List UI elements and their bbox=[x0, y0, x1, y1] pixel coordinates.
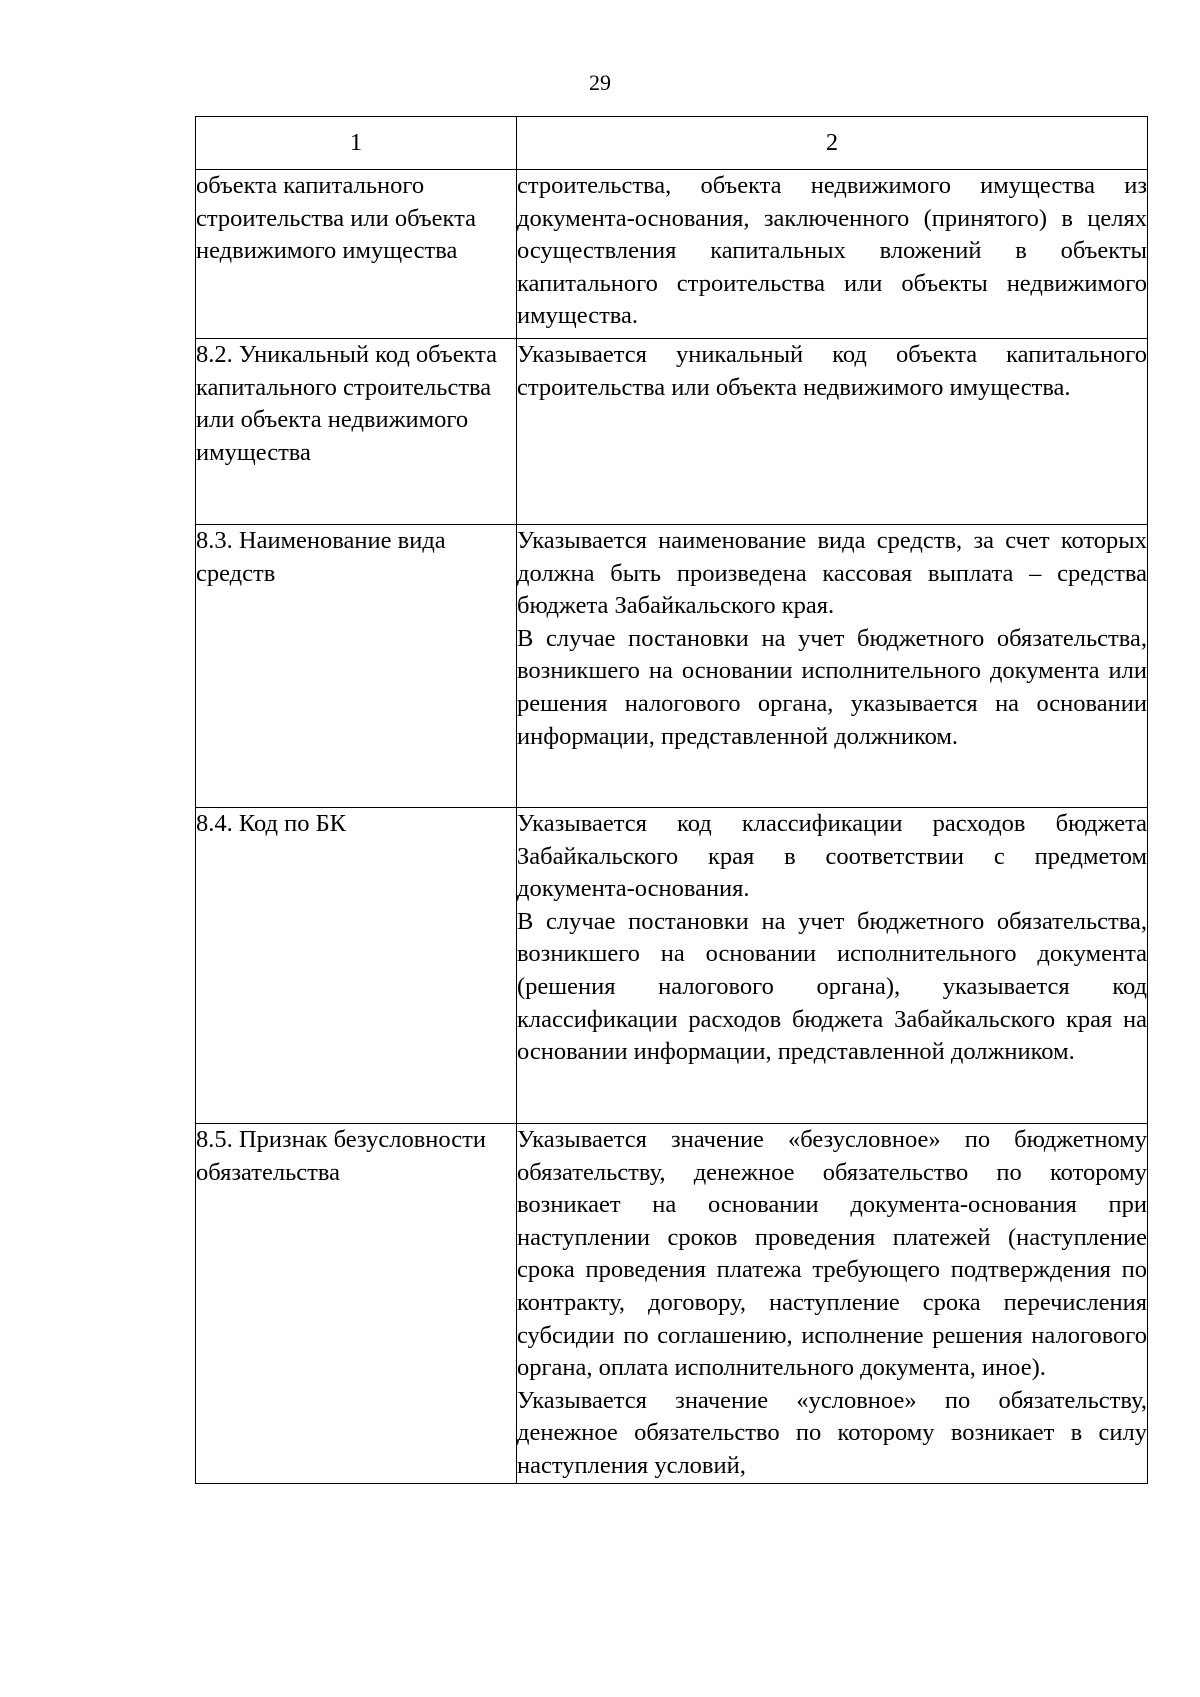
description-paragraph: Указывается значение «безусловное» по бюджетному обязательству, денежное обязательство по которому возникает на основании документа-основания при наступлении сроков проведения платежей (наступление срока проведения платежа требующего подтверждения по контракту, договору, наступление срока перечисления субсидии по соглашению, исполнение решения налогового органа, оплата исполнительного документа, иное). bbox=[517, 1126, 1147, 1382]
column-header-1: 1 bbox=[196, 117, 517, 170]
row-name: 8.3. Наименование вида средств bbox=[196, 525, 517, 808]
row-name: 8.2. Уникальный код объекта капитального строительства или объекта недвижимого имущества bbox=[196, 339, 517, 525]
row-description bbox=[517, 525, 1148, 808]
table-row bbox=[196, 1124, 1148, 1484]
description-paragraph: Указывается наименование вида средств, за счет которых должна быть произведена кассовая выплата – средства бюджета Забайкальского края. bbox=[517, 527, 1147, 620]
table-row bbox=[196, 808, 1148, 1124]
row-description bbox=[517, 339, 1148, 525]
description-paragraph: В случае постановки на учет бюджетного обязательства, возникшего на основании исполнительного документа или решения налогового органа, указывается на основании информации, представленной должником. bbox=[517, 624, 1147, 750]
description-paragraph: Указывается значение «условное» по обязательству, денежное обязательство по которому возникает в силу наступления условий, bbox=[517, 1386, 1147, 1479]
row-description bbox=[517, 808, 1148, 1124]
description-paragraph: В случае постановки на учет бюджетного обязательства, возникшего на основании исполнительного документа (решения налогового органа), указывается код классификации расходов бюджета Забайкальского края на основании информации, представленной должником. bbox=[517, 907, 1147, 1066]
document-table bbox=[195, 116, 1148, 1484]
table-row bbox=[196, 170, 1148, 339]
table-row bbox=[196, 525, 1148, 808]
row-name: объекта капитального строительства или объекта недвижимого имущества bbox=[196, 170, 517, 339]
row-description bbox=[517, 1124, 1148, 1484]
description-paragraph: Указывается код классификации расходов бюджета Забайкальского края в соответствии с предметом документа-основания. bbox=[517, 810, 1147, 903]
page-number: 29 bbox=[589, 70, 611, 95]
description-paragraph: строительства, объекта недвижимого имущества из документа-основания, заключенного (принятого) в целях осуществления капитальных вложений в объекты капитального строительства или объекты недвижимого имущества. bbox=[517, 172, 1147, 330]
row-description bbox=[517, 170, 1148, 339]
row-name: 8.5. Признак безусловности обязательства bbox=[196, 1124, 517, 1484]
row-name: 8.4. Код по БК bbox=[196, 808, 517, 1124]
table-header-row bbox=[196, 117, 1148, 170]
description-paragraph: Указывается уникальный код объекта капитального строительства или объекта недвижимого имущества. bbox=[517, 341, 1147, 401]
table-row bbox=[196, 339, 1148, 525]
column-header-2: 2 bbox=[517, 117, 1148, 170]
